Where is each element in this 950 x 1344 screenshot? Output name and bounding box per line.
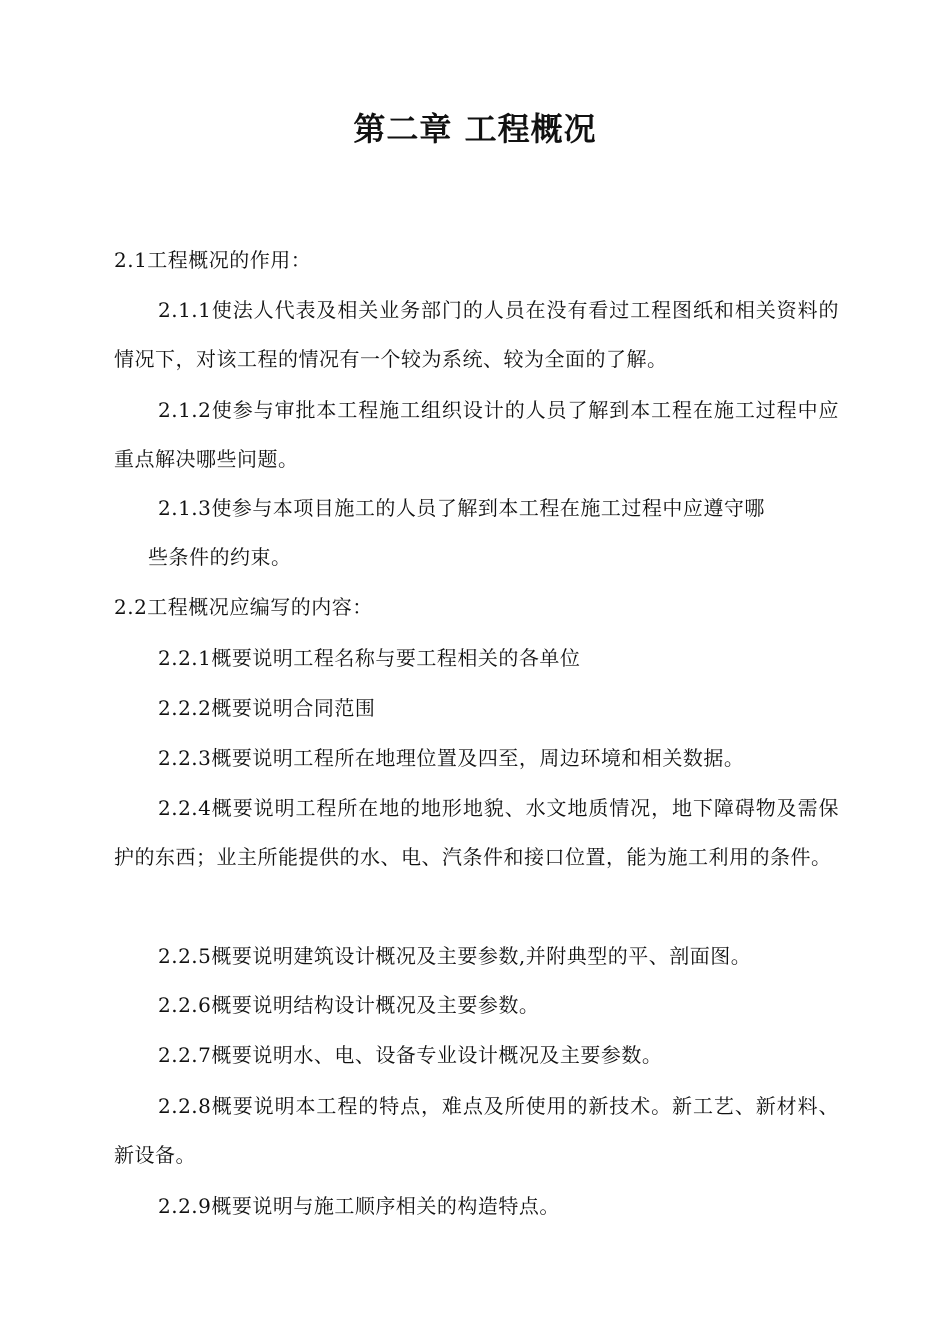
paragraph-2-2-8: 2.2.8概要说明本工程的特点，难点及所使用的新技术。新工艺、新材料、新设备。 bbox=[114, 1094, 839, 1167]
paragraph-2-2-4: 2.2.4概要说明工程所在地的地形地貌、水文地质情况，地下障碍物及需保护的东西；业主所能提供的水、电、汽条件和接口位置，能为施工利用的条件。 bbox=[114, 796, 839, 869]
paragraph-2-2-1: 2.2.1概要说明工程名称与要工程相关的各单位 bbox=[158, 646, 581, 670]
paragraph-2-1-3-line1: 2.1.3使参与本项目施工的人员了解到本工程在施工过程中应遵守哪 bbox=[158, 496, 765, 520]
paragraph-2-1-3-line2: 些条件的约束。 bbox=[148, 545, 292, 569]
paragraph-2-2-3: 2.2.3概要说明工程所在地理位置及四至，周边环境和相关数据。 bbox=[158, 746, 745, 770]
section-2-2-heading: 2.2工程概况应编写的内容： bbox=[114, 595, 373, 619]
section-2-1-heading: 2.1工程概况的作用： bbox=[114, 248, 312, 272]
paragraph-2-2-7: 2.2.7概要说明水、电、设备专业设计概况及主要参数。 bbox=[158, 1043, 663, 1067]
paragraph-2-1-1: 2.1.1使法人代表及相关业务部门的人员在没有看过工程图纸和相关资料的情况下，对该工程的情况有一个较为系统、较为全面的了解。 bbox=[114, 298, 839, 371]
paragraph-2-2-2: 2.2.2概要说明合同范围 bbox=[158, 696, 376, 720]
paragraph-2-2-5: 2.2.5概要说明建筑设计概况及主要参数,并附典型的平、剖面图。 bbox=[158, 944, 752, 968]
paragraph-2-2-9: 2.2.9概要说明与施工顺序相关的构造特点。 bbox=[158, 1194, 560, 1218]
paragraph-2-2-6: 2.2.6概要说明结构设计概况及主要参数。 bbox=[158, 993, 540, 1017]
paragraph-2-1-2: 2.1.2使参与审批本工程施工组织设计的人员了解到本工程在施工过程中应重点解决哪些问题。 bbox=[114, 398, 839, 471]
chapter-title: 第二章 工程概况 bbox=[353, 110, 597, 148]
